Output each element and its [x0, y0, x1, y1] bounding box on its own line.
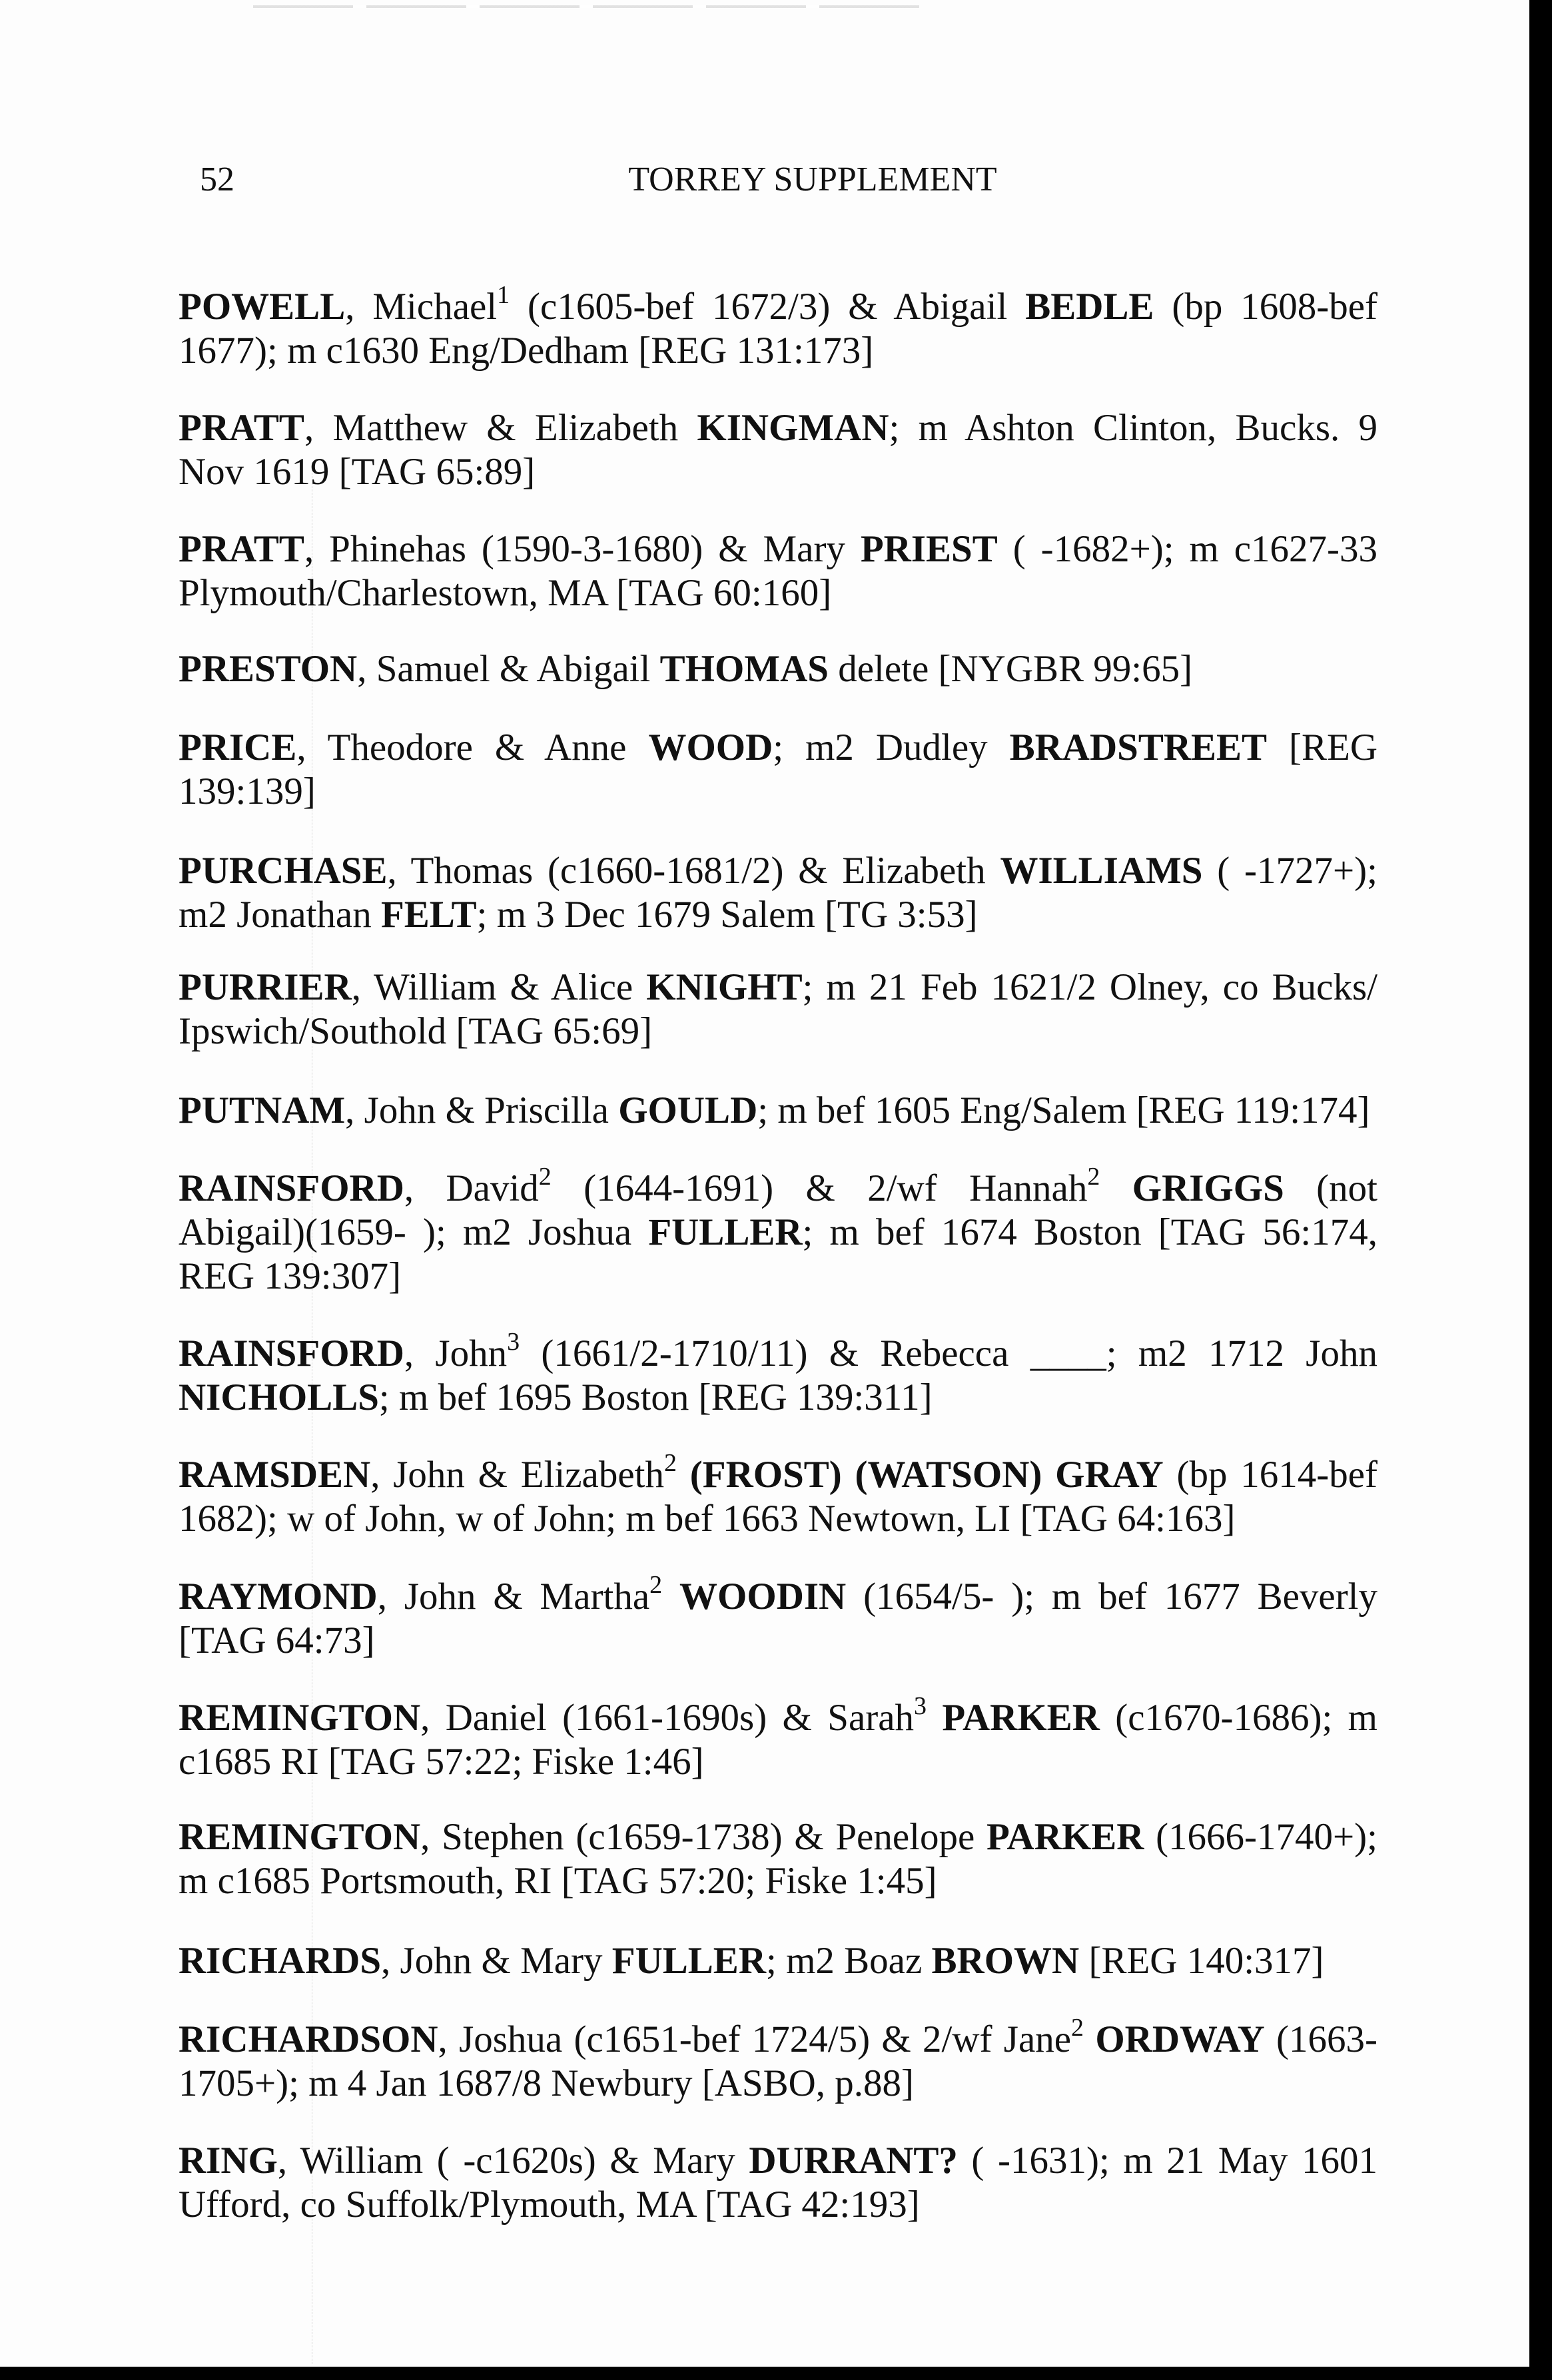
entry-text: , Theodore & Anne — [296, 727, 649, 768]
entry-text: ( -1727+); — [1202, 850, 1378, 892]
genealogy-entry — [179, 1449, 1378, 1541]
genealogy-entry — [179, 1328, 1377, 1420]
surname: RAINSFORD — [179, 1333, 404, 1374]
surname: PARKER — [942, 1697, 1100, 1739]
entry-text: (1666-1740+); — [1144, 1816, 1377, 1858]
entry-line — [179, 1255, 1377, 1299]
entry-text: , Samuel & Abigail — [357, 648, 660, 690]
entry-line — [179, 2014, 1378, 2062]
entry-text: , Phinehas (1590-3-1680) & Mary — [304, 528, 861, 570]
surname: PURCHASE — [179, 850, 388, 892]
surname: FULLER — [648, 1211, 803, 1253]
entry-text: (bp 1608-bef — [1154, 286, 1377, 328]
entry-line — [179, 1939, 1377, 1983]
entry-line — [179, 893, 1377, 937]
generation-superscript: 2 — [1071, 2014, 1084, 2042]
entry-text: ; m bef 1674 Boston [TAG 56:174, — [802, 1211, 1378, 1253]
scan-border-bottom — [0, 2367, 1552, 2380]
generation-superscript: 2 — [1087, 1163, 1100, 1191]
entry-text: ; m bef 1605 Eng/Salem [REG 119:174] — [757, 1089, 1370, 1131]
entry-line — [179, 527, 1377, 571]
entry-text: ; m2 Boaz — [765, 1940, 932, 1982]
entry-text: ; m 21 Feb 1621/2 Olney, co Bucks/ — [802, 966, 1377, 1008]
surname: GOULD — [618, 1089, 758, 1131]
entry-text: Abigail)(1659- ); m2 Joshua — [179, 1211, 649, 1253]
entry-text: , William ( -c1620s) & Mary — [277, 2140, 749, 2182]
entry-line — [179, 1449, 1378, 1497]
entry-text: 1677); m c1630 Eng/Dedham [REG 131:173] — [179, 330, 874, 372]
surname: PURRIER — [179, 966, 352, 1008]
entry-line — [179, 1089, 1377, 1133]
surname: BRADSTREET — [1009, 727, 1268, 768]
entry-line — [179, 281, 1377, 329]
surname: FULLER — [611, 1940, 766, 1982]
entry-text: ( -1682+); m c1627-33 — [997, 528, 1377, 570]
entry-text: (1661/2-1710/11) & Rebecca ____; m2 1712 John — [520, 1333, 1377, 1374]
surname: RICHARDS — [179, 1940, 382, 1982]
entry-line — [179, 770, 1377, 814]
entry-text: , David — [404, 1167, 539, 1209]
surname: WILLIAMS — [1000, 850, 1203, 892]
entry-text: (1654/5- ); m bef 1677 Beverly — [846, 1576, 1378, 1618]
entry-text — [927, 1697, 942, 1739]
surname: PUTNAM — [179, 1089, 346, 1131]
entry-line — [179, 1211, 1377, 1255]
surname: PRATT — [179, 407, 304, 449]
surname: PRESTON — [179, 648, 358, 690]
surname: BEDLE — [1025, 286, 1154, 328]
surname: THOMAS — [659, 648, 829, 690]
genealogy-entry — [179, 849, 1377, 937]
entry-line — [179, 1163, 1377, 1211]
entry-line — [179, 1692, 1378, 1740]
genealogy-entry — [179, 1939, 1377, 1983]
surname: RING — [179, 2140, 278, 2182]
entry-text: Plymouth/Charlestown, MA [TAG 60:160] — [179, 572, 832, 614]
entry-text: [REG — [1267, 727, 1377, 768]
surname: POWELL — [179, 286, 346, 328]
entry-line — [179, 1328, 1377, 1376]
entry-text: , Joshua (c1651-bef 1724/5) & 2/wf Jane — [438, 2018, 1072, 2060]
surname: KINGMAN — [697, 407, 889, 449]
genealogy-entry — [179, 1815, 1377, 1903]
surname: FELT — [380, 894, 477, 936]
entry-text: Nov 1619 [TAG 65:89] — [179, 451, 536, 493]
surname: REMINGTON — [179, 1697, 421, 1739]
entry-line — [179, 1376, 1377, 1420]
generation-superscript: 2 — [538, 1163, 552, 1191]
entry-text: m2 Jonathan — [179, 894, 381, 936]
entry-text: , John & Elizabeth — [370, 1454, 664, 1496]
genealogy-entry — [179, 647, 1377, 691]
entry-line — [179, 2139, 1377, 2183]
entry-text: , John & Martha — [377, 1576, 650, 1618]
genealogy-entry — [179, 1692, 1378, 1784]
running-title: TORREY SUPPLEMENT — [628, 160, 997, 198]
entry-line — [179, 2183, 1377, 2227]
bleed-through-marks — [253, 5, 919, 8]
genealogy-entry — [179, 527, 1377, 615]
surname: PRATT — [179, 528, 304, 570]
surname: NICHOLLS — [179, 1376, 379, 1418]
entry-text: , John & Priscilla — [345, 1089, 619, 1131]
entry-line — [179, 1740, 1377, 1784]
generation-superscript: 2 — [664, 1449, 677, 1477]
entry-text: REG 139:307] — [179, 1255, 402, 1297]
entry-line — [179, 966, 1377, 1010]
entry-text — [1084, 2018, 1095, 2060]
entry-line — [179, 2062, 1377, 2106]
entry-line — [179, 1859, 1377, 1903]
scan-border-right — [1529, 0, 1552, 2380]
generation-superscript: 2 — [649, 1571, 663, 1599]
genealogy-entry — [179, 406, 1377, 494]
surname: RAMSDEN — [179, 1454, 371, 1496]
genealogy-entry — [179, 1089, 1377, 1133]
entry-line — [179, 1571, 1378, 1619]
entry-text: , Stephen (c1659-1738) & Penelope — [420, 1816, 986, 1858]
entry-text: , John & Mary — [381, 1940, 612, 1982]
surname: PRIEST — [860, 528, 998, 570]
entry-text: , Matthew & Elizabeth — [304, 407, 697, 449]
entry-line — [179, 329, 1377, 373]
entry-text: 1705+); m 4 Jan 1687/8 Newbury [ASBO, p.88] — [179, 2062, 914, 2104]
surname: BROWN — [931, 1940, 1080, 1982]
entry-text: ( -1631); m 21 May 1601 — [957, 2140, 1377, 2182]
entry-line — [179, 1497, 1377, 1541]
genealogy-entry — [179, 966, 1377, 1053]
surname: KNIGHT — [646, 966, 803, 1008]
genealogy-entry — [179, 726, 1377, 814]
generation-superscript: 3 — [507, 1328, 520, 1356]
entry-line — [179, 849, 1377, 893]
entry-text: ; m2 Dudley — [773, 727, 1010, 768]
entry-text: [TAG 64:73] — [179, 1620, 375, 1661]
entry-text: , John — [404, 1333, 508, 1374]
entry-text: delete [NYGBR 99:65] — [828, 648, 1193, 690]
surname: WOODIN — [679, 1576, 847, 1618]
entry-text — [1100, 1167, 1132, 1209]
surname: RAYMOND — [179, 1576, 378, 1618]
entry-text: , Thomas (c1660-1681/2) & Elizabeth — [387, 850, 1000, 892]
surname: RAINSFORD — [179, 1167, 404, 1209]
entry-text: 1682); w of John, w of John; m bef 1663 Newtown, LI [TAG 64:163] — [179, 1498, 1236, 1540]
genealogy-entry — [179, 1571, 1378, 1663]
surname: PARKER — [986, 1816, 1144, 1858]
entry-text: ; m Ashton Clinton, Bucks. 9 — [889, 407, 1377, 449]
entry-line — [179, 726, 1377, 770]
entry-text: (bp 1614-bef — [1163, 1454, 1378, 1496]
surname: DURRANT? — [749, 2140, 958, 2182]
entry-text: , Michael — [345, 286, 498, 328]
surname: REMINGTON — [179, 1816, 421, 1858]
entry-line — [179, 406, 1377, 450]
entry-text: 139:139] — [179, 770, 316, 812]
page-number: 52 — [200, 160, 234, 198]
entry-text: , Daniel (1661-1690s) & Sarah — [420, 1697, 915, 1739]
entry-line — [179, 1619, 1377, 1663]
entry-line — [179, 1815, 1377, 1859]
entry-text: ; m 3 Dec 1679 Salem [TG 3:53] — [476, 894, 978, 936]
surname: RICHARDSON — [179, 2018, 438, 2060]
entry-text — [677, 1454, 690, 1496]
genealogy-entry — [179, 1163, 1378, 1299]
surname: PRICE — [179, 727, 297, 768]
entry-text: (not — [1284, 1167, 1377, 1209]
genealogy-entry — [179, 2139, 1377, 2227]
genealogy-entry — [179, 2014, 1378, 2106]
entry-text: [REG 140:317] — [1079, 1940, 1324, 1982]
entry-text: Ipswich/Southold [TAG 65:69] — [179, 1010, 653, 1052]
entry-text: (1663- — [1264, 2018, 1378, 2060]
entry-line — [179, 647, 1377, 691]
genealogy-entry — [179, 281, 1377, 373]
surname: ORDWAY — [1095, 2018, 1265, 2060]
entry-text: ; m bef 1695 Boston [REG 139:311] — [378, 1376, 933, 1418]
entry-text — [662, 1576, 679, 1618]
entry-text: (c1670-1686); m — [1099, 1697, 1378, 1739]
entry-line — [179, 571, 1377, 615]
entry-text: (1644-1691) & 2/wf Hannah — [551, 1167, 1088, 1209]
entry-line — [179, 450, 1377, 494]
generation-superscript: 3 — [914, 1692, 927, 1720]
surname: (FROST) (WATSON) GRAY — [689, 1454, 1164, 1496]
entry-text: (c1605-bef 1672/3) & Abigail — [510, 286, 1026, 328]
entry-line — [179, 1010, 1377, 1053]
surname: GRIGGS — [1132, 1167, 1284, 1209]
generation-superscript: 1 — [497, 281, 510, 309]
entry-text: c1685 RI [TAG 57:22; Fiske 1:46] — [179, 1741, 704, 1783]
entry-text: m c1685 Portsmouth, RI [TAG 57:20; Fiske 1:45] — [179, 1860, 937, 1902]
entry-text: , William & Alice — [351, 966, 647, 1008]
entry-text: Ufford, co Suffolk/Plymouth, MA [TAG 42:193] — [179, 2184, 920, 2226]
surname: WOOD — [648, 727, 773, 768]
